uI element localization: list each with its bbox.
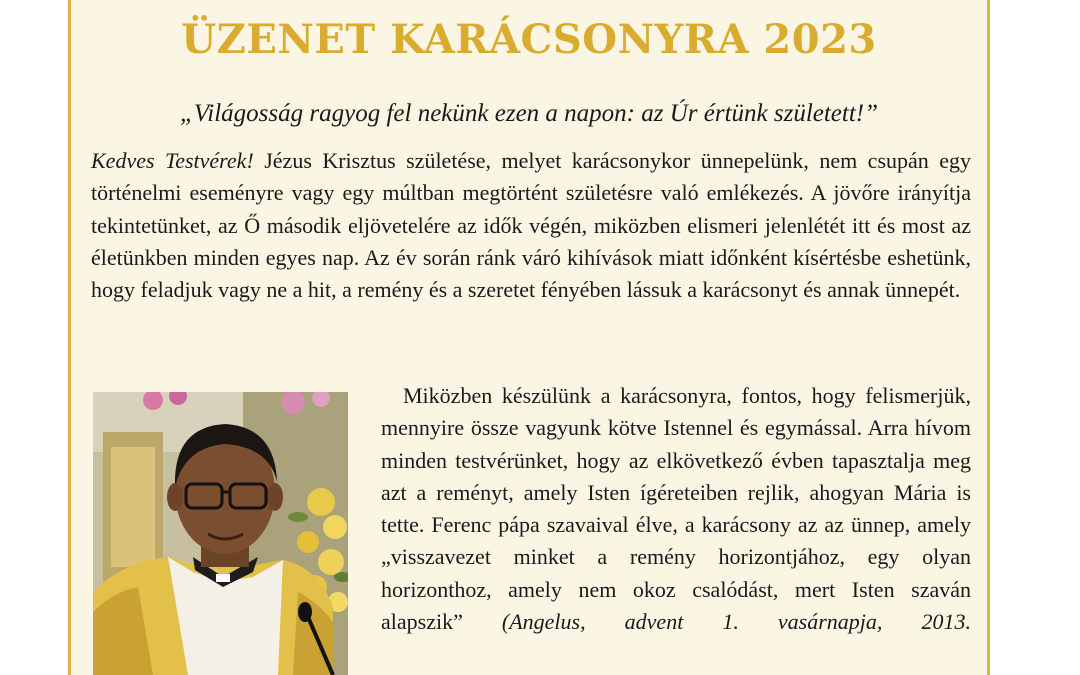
page-title: ÜZENET KARÁCSONYRA 2023 — [181, 16, 877, 63]
priest-photo — [93, 392, 348, 675]
intro-paragraph — [91, 145, 971, 306]
intro-text: Jézus Krisztus születése, melyet karácsonykor ünnepelünk, nem csupán egy történelmi eseményre vagy egy múltban megtörtént születésre való emlékezés. A jövőre irányítja tekintetünket, az Ő második eljövetelére az idők végén, miközben elismeri jelenlétét itt és most az életünkben minden egyes nap. Az év során ránk váró kihívások miatt időnként kísértésbe eshetünk, hogy feladjuk vagy ne a hit, a remény és a szeretet fényében lássuk a karácsonyt és annak ünnepét. — [91, 148, 971, 303]
greeting: Kedves Testvérek! — [91, 148, 254, 173]
newsletter-page — [68, 0, 990, 675]
citation: (Angelus, advent 1. vasárnapja, 2013. — [501, 609, 971, 635]
continued-paragraph — [381, 380, 971, 638]
continued-text: Miközben készülünk a karácsonyra, fontos, hogy felismerjük, mennyire össze vagyunk kötve Istennel és egymással. Arra hívom minden testvérünket, hogy az elkövetkező évben tapasztalja meg azt a reményt, amely Isten ígéreteiben rejlik, ahogyan Mária is tette. Ferenc pápa szavaival élve, a karácsony az az ünnep, amely „visszavezet minket a remény horizontjához, egy olyan horizonthoz, amely nem okoz csalódást, mert Isten szaván alapszik” — [381, 383, 971, 635]
scripture-quote: „Világosság ragyog fel nekünk ezen a napon: az Úr értünk született!” — [179, 100, 879, 127]
